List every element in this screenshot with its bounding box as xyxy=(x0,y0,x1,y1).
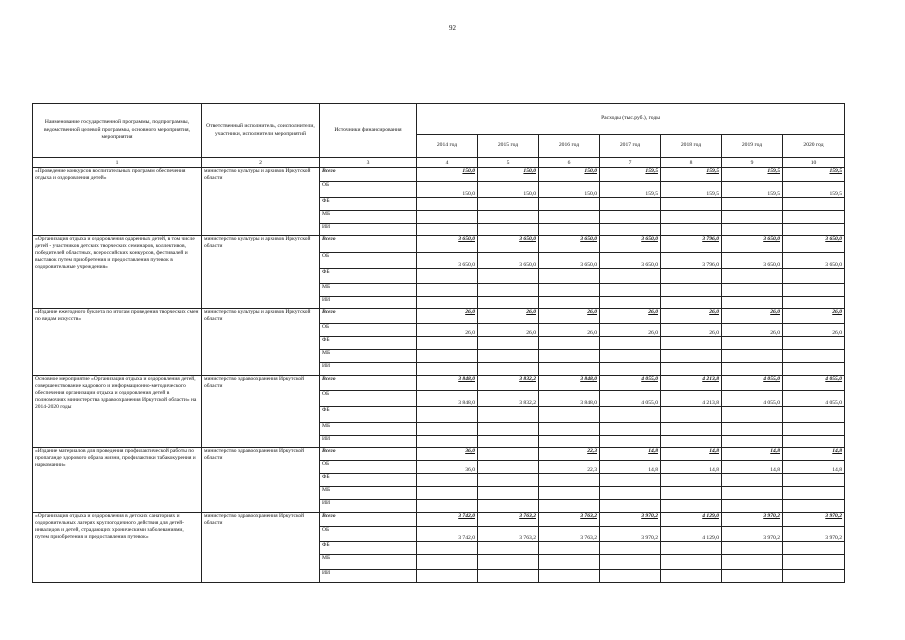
expense-value xyxy=(417,269,478,284)
expense-value: 3 970,2 xyxy=(600,513,661,527)
table-row xyxy=(33,513,845,527)
expense-value xyxy=(417,474,478,487)
year-header: 2018 год xyxy=(661,135,722,158)
column-number: 9 xyxy=(722,158,783,168)
expense-value: 3 650,0 xyxy=(539,236,600,253)
expense-value: 4 129,0 xyxy=(661,527,722,542)
funding-source: МБ xyxy=(320,350,417,363)
expense-value: 3 848,0 xyxy=(417,391,478,407)
expense-value xyxy=(661,350,722,363)
expense-value xyxy=(600,570,661,583)
expense-value xyxy=(783,350,845,363)
expense-value: 3 650,0 xyxy=(783,236,845,253)
expense-value xyxy=(539,542,600,555)
expense-value xyxy=(661,474,722,487)
expense-value xyxy=(600,407,661,423)
expense-value xyxy=(478,461,539,474)
expense-value xyxy=(417,487,478,500)
expense-value: 26,0 xyxy=(722,309,783,324)
table-row xyxy=(33,236,845,253)
expense-value: 26,0 xyxy=(661,324,722,337)
expense-value xyxy=(722,487,783,500)
executor-name: министерство здравоохранения Иркутской области xyxy=(202,448,320,513)
expense-value: 3 650,0 xyxy=(600,253,661,269)
expense-value: 4 213,8 xyxy=(661,391,722,407)
expense-value xyxy=(478,284,539,297)
expense-value: 14,8 xyxy=(661,448,722,461)
expense-value xyxy=(539,224,600,236)
column-number: 4 xyxy=(417,158,478,168)
expense-value xyxy=(600,198,661,211)
executor-name: министерство здравоохранения Иркутской области xyxy=(202,376,320,448)
expense-value: 22,3 xyxy=(539,448,600,461)
expense-value xyxy=(600,542,661,555)
measure-name: «Организация отдыха и оздоровления одаренных детей, в том числе детей - участников детских творческих семинаров, коллективов, победителей областных, всероссийских конкурсов, фестивалей и выставок путем приобретения и предоставления путевок в оздоровительные учреждения» xyxy=(33,236,202,309)
expense-value xyxy=(661,198,722,211)
expense-value: 3 970,2 xyxy=(783,527,845,542)
expense-value: 14,8 xyxy=(600,448,661,461)
table-row xyxy=(33,309,845,324)
expense-value xyxy=(661,363,722,376)
expense-value xyxy=(783,555,845,570)
expense-value: 26,0 xyxy=(417,309,478,324)
expense-value: 159,5 xyxy=(661,182,722,198)
funding-source: ОБ xyxy=(320,253,417,269)
expense-value xyxy=(478,500,539,513)
expense-value xyxy=(417,542,478,555)
year-header: 2019 год xyxy=(722,135,783,158)
executor-name: министерство культуры и архивов Иркутской области xyxy=(202,236,320,309)
column-number: 1 xyxy=(33,158,202,168)
expense-value xyxy=(722,542,783,555)
expense-value xyxy=(417,224,478,236)
funding-source: ФБ xyxy=(320,474,417,487)
expense-value xyxy=(539,337,600,350)
executor-name: министерство здравоохранения Иркутской области xyxy=(202,513,320,583)
expense-value xyxy=(417,570,478,583)
expense-value: 150,0 xyxy=(478,182,539,198)
expense-value: 14,8 xyxy=(783,461,845,474)
funding-source: ФБ xyxy=(320,542,417,555)
expense-value: 26,0 xyxy=(539,324,600,337)
expense-value xyxy=(722,407,783,423)
expense-value xyxy=(722,337,783,350)
funding-source: Всего xyxy=(320,309,417,324)
column-number: 5 xyxy=(478,158,539,168)
expense-value: 3 650,0 xyxy=(417,236,478,253)
expense-value xyxy=(478,211,539,224)
expense-value xyxy=(661,269,722,284)
expense-value xyxy=(722,500,783,513)
expense-value xyxy=(478,350,539,363)
expense-value xyxy=(539,436,600,448)
expense-value xyxy=(661,487,722,500)
expense-value xyxy=(600,436,661,448)
expense-value xyxy=(539,555,600,570)
funding-source: ИИ xyxy=(320,436,417,448)
expense-value xyxy=(539,211,600,224)
funding-source: Всего xyxy=(320,448,417,461)
expense-value: 3 763,2 xyxy=(539,527,600,542)
expense-value xyxy=(478,542,539,555)
expense-value xyxy=(783,407,845,423)
expense-value xyxy=(722,555,783,570)
column-number: 8 xyxy=(661,158,722,168)
expense-value xyxy=(661,542,722,555)
expense-value: 159,5 xyxy=(600,182,661,198)
measure-name: «Издание ежегодного буклета по итогам проведения творческих смен по видам искусств» xyxy=(33,309,202,376)
expense-value xyxy=(600,487,661,500)
expense-value xyxy=(783,363,845,376)
expense-value xyxy=(478,474,539,487)
expense-value xyxy=(417,500,478,513)
expense-value: 159,5 xyxy=(722,168,783,182)
funding-source: ФБ xyxy=(320,269,417,284)
expense-value xyxy=(417,350,478,363)
expense-value xyxy=(722,211,783,224)
year-header: 2020 год xyxy=(783,135,845,158)
expense-value xyxy=(478,363,539,376)
expense-value xyxy=(783,297,845,309)
funding-source: ОБ xyxy=(320,324,417,337)
funding-source: МБ xyxy=(320,284,417,297)
budget-table xyxy=(32,103,845,583)
expense-value: 3 650,0 xyxy=(722,253,783,269)
header-source: Источники финансирования xyxy=(320,104,417,158)
expense-value: 150,0 xyxy=(417,168,478,182)
expense-value: 159,5 xyxy=(783,182,845,198)
expense-value xyxy=(600,363,661,376)
expense-value xyxy=(722,297,783,309)
expense-value xyxy=(539,423,600,436)
expense-value xyxy=(539,198,600,211)
expense-value: 14,8 xyxy=(661,461,722,474)
funding-source: ИИ xyxy=(320,224,417,236)
funding-source: МБ xyxy=(320,211,417,224)
expense-value: 26,0 xyxy=(600,309,661,324)
expense-value xyxy=(539,350,600,363)
expense-value xyxy=(783,198,845,211)
expense-value: 159,5 xyxy=(722,182,783,198)
expense-value: 14,8 xyxy=(783,448,845,461)
expense-value: 14,8 xyxy=(722,448,783,461)
funding-source: ИИ xyxy=(320,500,417,513)
expense-value xyxy=(539,474,600,487)
column-number: 7 xyxy=(600,158,661,168)
expense-value xyxy=(417,436,478,448)
expense-value: 4 055,0 xyxy=(722,391,783,407)
expense-value xyxy=(722,363,783,376)
expense-value: 4 213,8 xyxy=(661,376,722,391)
expense-value xyxy=(783,570,845,583)
expense-value xyxy=(783,500,845,513)
expense-value xyxy=(539,284,600,297)
expense-value xyxy=(722,350,783,363)
funding-source: Всего xyxy=(320,168,417,182)
expense-value: 150,0 xyxy=(478,168,539,182)
column-number-row xyxy=(33,158,845,168)
expense-value xyxy=(600,224,661,236)
expense-value xyxy=(600,211,661,224)
funding-source: ОБ xyxy=(320,391,417,407)
expense-value: 3 650,0 xyxy=(539,253,600,269)
expense-value xyxy=(661,570,722,583)
funding-source: ИИ xyxy=(320,363,417,376)
year-header: 2017 год xyxy=(600,135,661,158)
expense-value xyxy=(600,337,661,350)
expense-value xyxy=(478,269,539,284)
expense-value xyxy=(600,474,661,487)
expense-value: 26,0 xyxy=(783,324,845,337)
expense-value xyxy=(783,211,845,224)
expense-value: 3 650,0 xyxy=(417,253,478,269)
expense-value: 3 650,0 xyxy=(783,253,845,269)
expense-value xyxy=(417,198,478,211)
expense-value xyxy=(661,436,722,448)
expense-value xyxy=(600,269,661,284)
expense-value: 4 055,0 xyxy=(783,391,845,407)
expense-value xyxy=(600,555,661,570)
expense-value xyxy=(783,542,845,555)
expense-value: 3 763,2 xyxy=(478,527,539,542)
expense-value xyxy=(539,570,600,583)
expense-value xyxy=(478,224,539,236)
funding-source: ИИ xyxy=(320,297,417,309)
funding-source: ОБ xyxy=(320,461,417,474)
expense-value xyxy=(783,337,845,350)
expense-value: 3 848,0 xyxy=(539,376,600,391)
table-row xyxy=(33,376,845,391)
page-number: 92 xyxy=(449,24,456,32)
expense-value: 3 970,2 xyxy=(783,513,845,527)
expense-value: 22,3 xyxy=(539,461,600,474)
expense-value xyxy=(478,423,539,436)
expense-value xyxy=(661,297,722,309)
expense-value: 14,8 xyxy=(600,461,661,474)
expense-value xyxy=(722,474,783,487)
expense-value: 3 650,0 xyxy=(600,236,661,253)
expense-value xyxy=(783,284,845,297)
funding-source: ОБ xyxy=(320,527,417,542)
funding-source: Всего xyxy=(320,513,417,527)
column-number: 6 xyxy=(539,158,600,168)
expense-value: 3 832,2 xyxy=(478,376,539,391)
expense-value xyxy=(539,407,600,423)
expense-value: 26,0 xyxy=(783,309,845,324)
expense-value xyxy=(722,224,783,236)
expense-value: 4 055,0 xyxy=(722,376,783,391)
funding-source: ФБ xyxy=(320,198,417,211)
expense-value xyxy=(783,474,845,487)
expense-value: 4 055,0 xyxy=(600,391,661,407)
expense-value: 159,5 xyxy=(600,168,661,182)
funding-source: МБ xyxy=(320,423,417,436)
executor-name: министерство культуры и архивов Иркутской области xyxy=(202,168,320,236)
expense-value xyxy=(417,555,478,570)
funding-source: ОБ xyxy=(320,182,417,198)
expense-value xyxy=(539,363,600,376)
expense-value xyxy=(417,297,478,309)
year-header: 2016 год xyxy=(539,135,600,158)
measure-name: Основное мероприятие «Организация отдыха и оздоровления детей, совершенствование кадрового и информационно-методического обеспечения организации отдыха и оздоровления детей в полномочиях министерства здравоохранения Иркутской области» на 2014-2020 годы xyxy=(33,376,202,448)
header-name: Наименование государственной программы, подпрограммы, ведомственной целевой программы, основного мероприятия, мероприятия xyxy=(33,104,202,158)
expense-value xyxy=(478,570,539,583)
expense-value xyxy=(722,436,783,448)
column-number: 10 xyxy=(783,158,845,168)
funding-source: ИИ xyxy=(320,570,417,583)
expense-value xyxy=(417,363,478,376)
expense-value xyxy=(661,337,722,350)
expense-value: 26,0 xyxy=(478,309,539,324)
expense-value: 159,5 xyxy=(783,168,845,182)
table-row xyxy=(33,168,845,182)
expense-value xyxy=(783,423,845,436)
expense-value: 26,0 xyxy=(722,324,783,337)
expense-value: 150,0 xyxy=(539,168,600,182)
expense-value xyxy=(783,436,845,448)
expense-value xyxy=(600,350,661,363)
expense-value xyxy=(539,500,600,513)
expense-value: 3 796,0 xyxy=(661,236,722,253)
expense-value xyxy=(722,198,783,211)
header-expenses: Расходы (тыс.руб.), годы xyxy=(417,104,845,135)
expense-value xyxy=(600,423,661,436)
expense-value xyxy=(661,555,722,570)
executor-name: министерство культуры и архивов Иркутской области xyxy=(202,309,320,376)
expense-value: 159,5 xyxy=(661,168,722,182)
expense-value: 3 650,0 xyxy=(478,253,539,269)
funding-source: Всего xyxy=(320,236,417,253)
expense-value: 26,0 xyxy=(417,324,478,337)
funding-source: ФБ xyxy=(320,337,417,350)
expense-value: 3 848,0 xyxy=(417,376,478,391)
expense-value xyxy=(417,337,478,350)
expense-value xyxy=(417,423,478,436)
expense-value xyxy=(661,224,722,236)
expense-value xyxy=(539,487,600,500)
year-header: 2015 год xyxy=(478,135,539,158)
expense-value xyxy=(722,570,783,583)
expense-value: 26,0 xyxy=(661,309,722,324)
expense-value: 3 970,2 xyxy=(600,527,661,542)
expense-value: 4 055,0 xyxy=(783,376,845,391)
expense-value: 3 832,2 xyxy=(478,391,539,407)
expense-value xyxy=(478,436,539,448)
column-number: 3 xyxy=(320,158,417,168)
expense-value: 150,0 xyxy=(539,182,600,198)
expense-value xyxy=(661,284,722,297)
expense-value xyxy=(478,407,539,423)
expense-value xyxy=(600,297,661,309)
expense-value xyxy=(600,500,661,513)
expense-value: 26,0 xyxy=(478,324,539,337)
expense-value xyxy=(600,284,661,297)
expense-value xyxy=(722,269,783,284)
expense-value: 3 763,2 xyxy=(539,513,600,527)
expense-value: 150,0 xyxy=(417,182,478,198)
expense-value: 3 796,0 xyxy=(661,253,722,269)
funding-source: ФБ xyxy=(320,407,417,423)
expense-value: 26,0 xyxy=(539,309,600,324)
expense-value xyxy=(661,407,722,423)
expense-value xyxy=(661,211,722,224)
expense-value xyxy=(478,448,539,461)
expense-value xyxy=(478,555,539,570)
year-header: 2014 год xyxy=(417,135,478,158)
expense-value xyxy=(417,284,478,297)
expense-value: 3 650,0 xyxy=(722,236,783,253)
expense-value: 3 970,2 xyxy=(722,527,783,542)
expense-value: 14,8 xyxy=(722,461,783,474)
expense-value xyxy=(661,500,722,513)
expense-value: 36,0 xyxy=(417,448,478,461)
expense-value xyxy=(417,211,478,224)
expense-value xyxy=(539,297,600,309)
expense-value xyxy=(661,423,722,436)
table-body xyxy=(33,168,845,583)
expense-value: 3 650,0 xyxy=(478,236,539,253)
expense-value xyxy=(478,198,539,211)
expense-value xyxy=(722,423,783,436)
expense-value: 3 848,0 xyxy=(539,391,600,407)
expense-value: 4 129,0 xyxy=(661,513,722,527)
expense-value xyxy=(478,297,539,309)
expense-value xyxy=(539,269,600,284)
measure-name: «Организация отдыха и оздоровления в детских санаториях и оздоровительных лагерях круглогодичного действия для детей-инвалидов и детей, страдающих хроническими заболеваниями, путем приобретения и предоставления путевок» xyxy=(33,513,202,583)
expense-value xyxy=(783,224,845,236)
expense-value: 26,0 xyxy=(600,324,661,337)
column-number: 2 xyxy=(202,158,320,168)
expense-value: 3 970,2 xyxy=(722,513,783,527)
funding-source: Всего xyxy=(320,376,417,391)
funding-source: МБ xyxy=(320,555,417,570)
expense-value: 3 742,0 xyxy=(417,513,478,527)
measure-name: «Издание материалов для проведения профилактической работы по пропаганде здорового образа жизни, профилактики табакокурения и наркомании» xyxy=(33,448,202,513)
expense-value: 3 742,0 xyxy=(417,527,478,542)
funding-source: МБ xyxy=(320,487,417,500)
expense-value xyxy=(783,269,845,284)
expense-value xyxy=(478,487,539,500)
expense-value xyxy=(478,337,539,350)
expense-value xyxy=(783,487,845,500)
expense-value: 36,0 xyxy=(417,461,478,474)
expense-value xyxy=(417,407,478,423)
expense-value: 4 055,0 xyxy=(600,376,661,391)
expense-value: 3 763,2 xyxy=(478,513,539,527)
measure-name: «Проведение конкурсов воспитательных программ обеспечения отдыха и оздоровления детей» xyxy=(33,168,202,236)
header-executor: Ответственный исполнитель, соисполнители, участники, исполнители мероприятий xyxy=(202,104,320,158)
expense-value xyxy=(722,284,783,297)
table-row xyxy=(33,448,845,461)
